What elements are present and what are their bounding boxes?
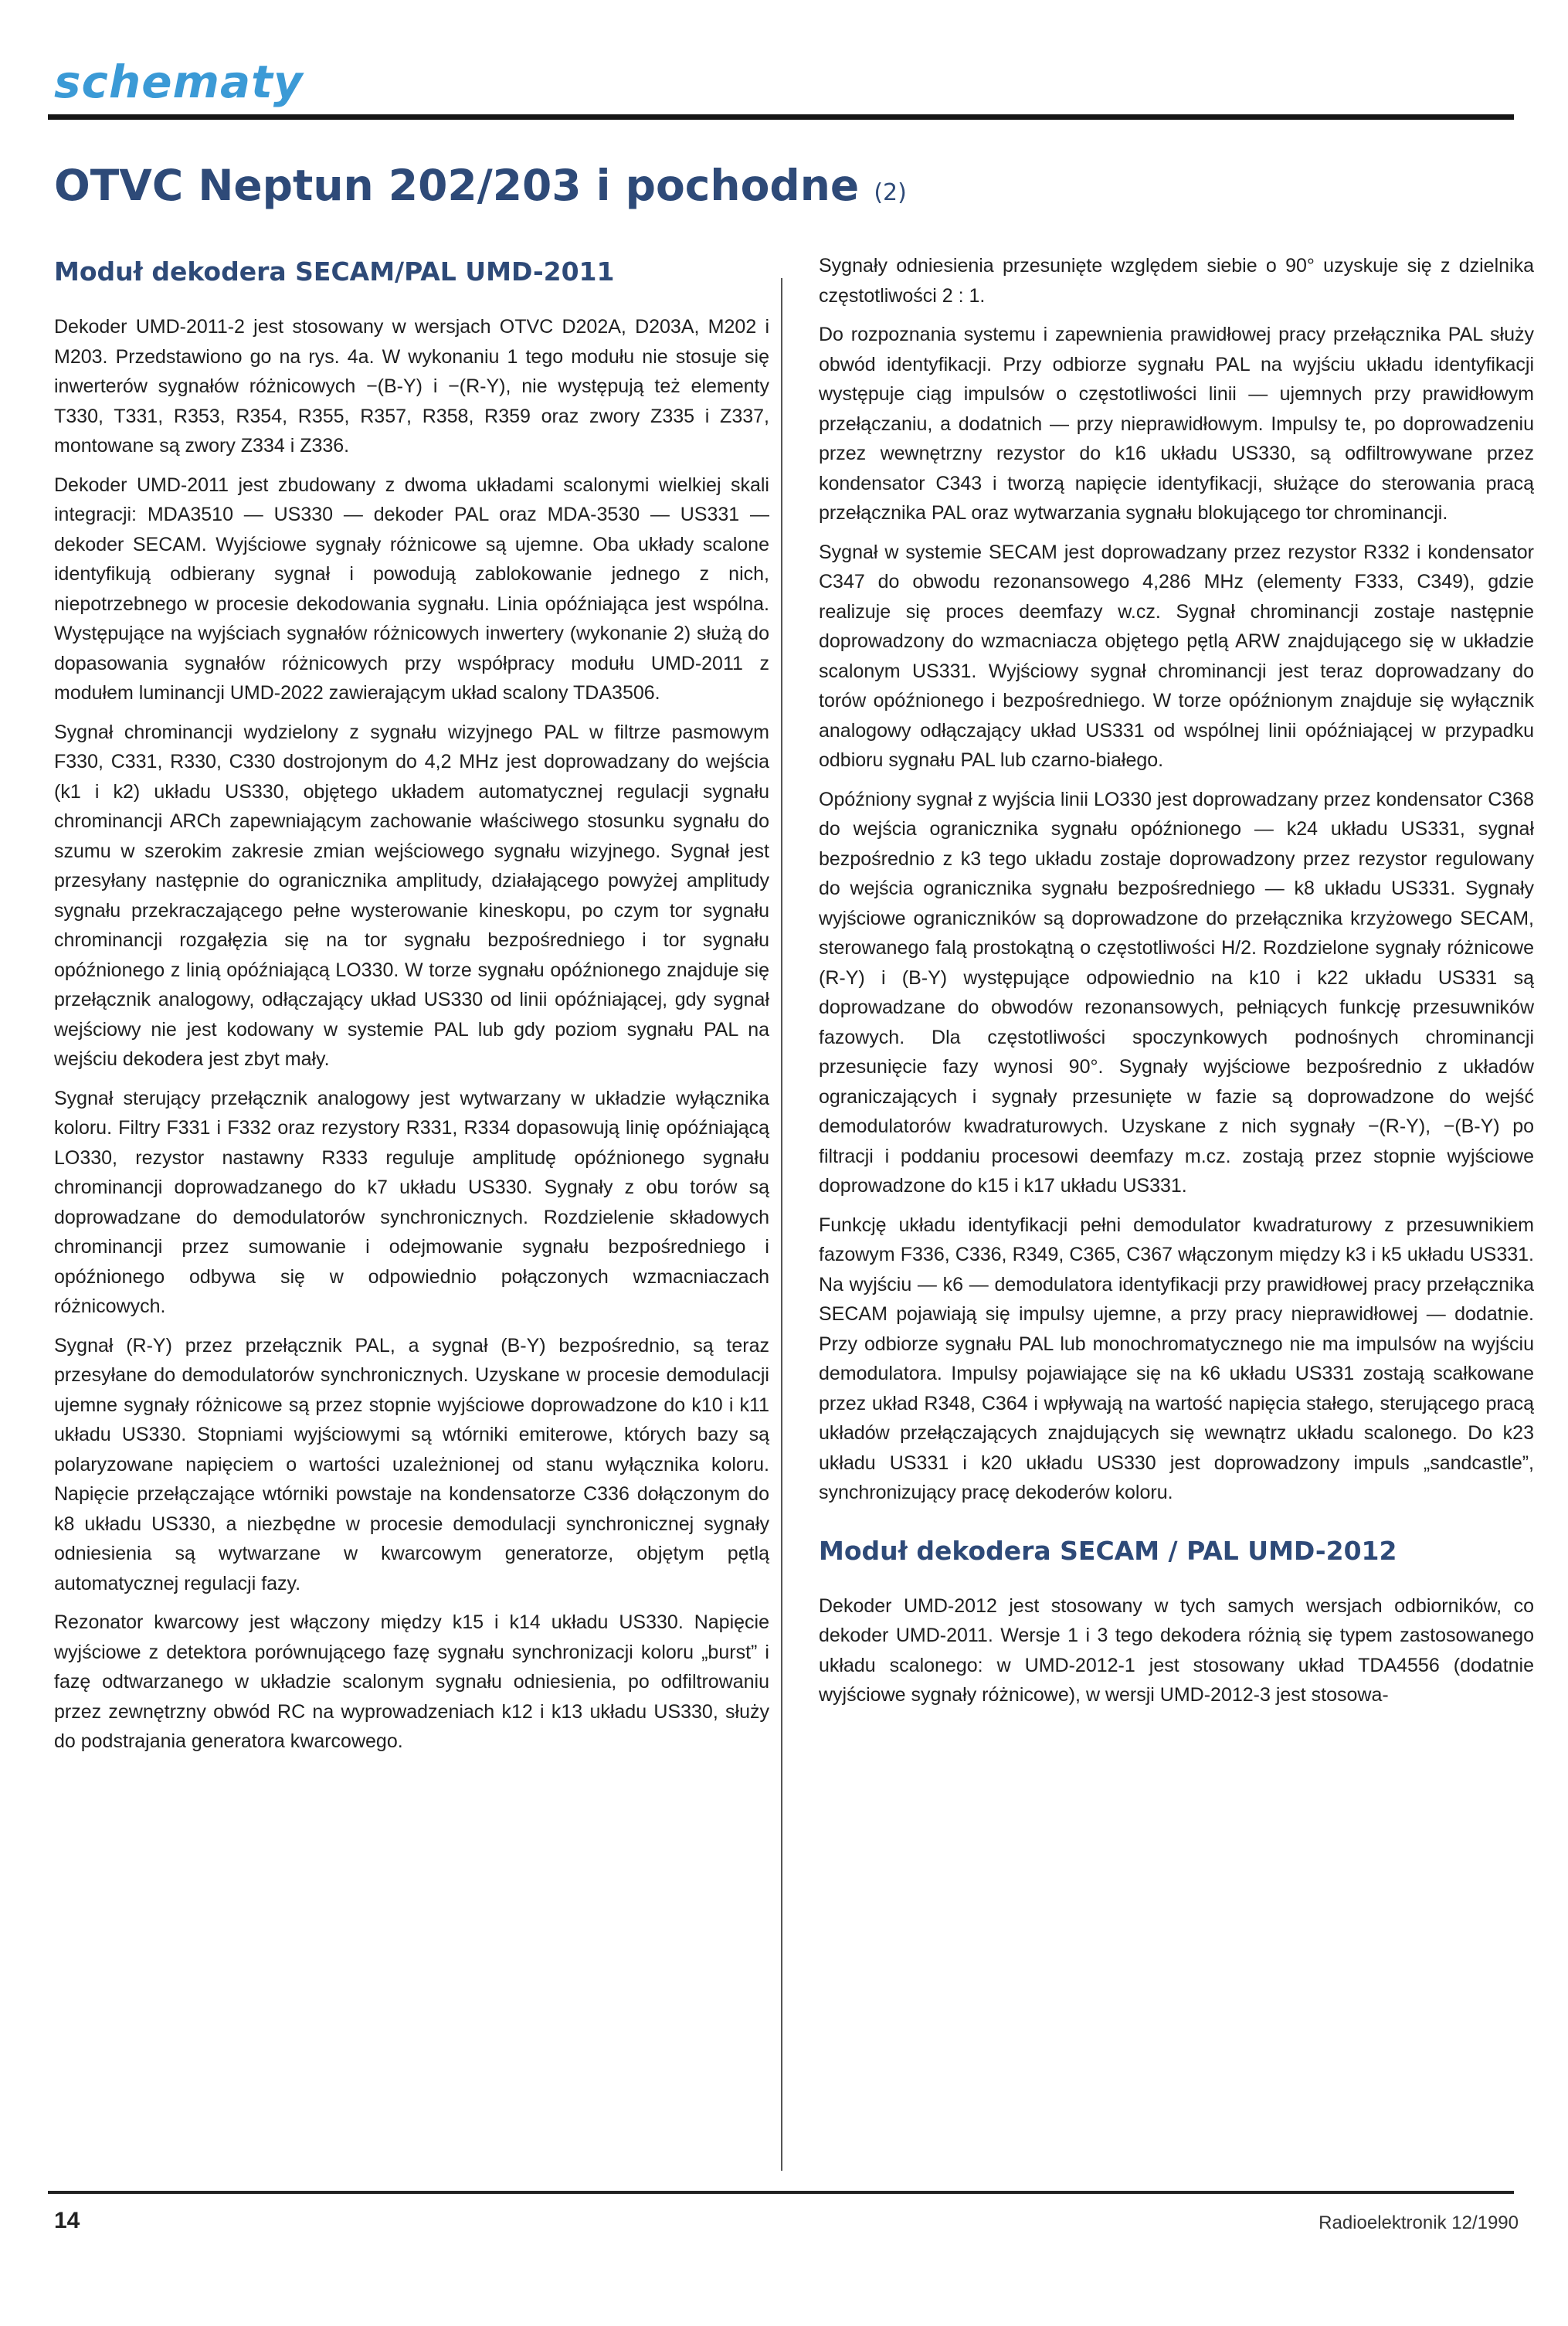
page-number: 14 [54, 2208, 80, 2233]
paragraph: Sygnał w systemie SECAM jest doprowadzany przez rezystor R332 i kondensator C347 do obwodu rezonansowego 4,286 MHz (elementy F333, C349), gdzie realizuje się proces deemfazy w.cz. Sygnał chrominancji zostaje następnie doprowadzony do wzmacniacza objętego pętlą ARW znajdującego się w układzie scalonym US331. Wyjściowy sygnał chrominancji jest teraz doprowadzany do torów opóźnionego i bezpośredniego. W torze opóźnionym znajduje się wyłącznik analogowy odłączający układ US331 od wspólnej linii opóźniającej w przypadku odbioru sygnału PAL lub czarno-białego. [819, 541, 1534, 771]
header-rule [48, 114, 1514, 120]
paragraph: Sygnał (R-Y) przez przełącznik PAL, a sygnał (B-Y) bezpośrednio, są teraz przesyłane do demodulatorów synchronicznych. Uzyskane w procesie demodulacji ujemne sygnały różnicowe są przez stopnie wyjściowe doprowadzone do k10 i k11 układu US330. Stopniami wyjściowymi są wtórniki emiterowe, których bazy są polaryzowane napięciem o wartości uzależnionej od stanu wyłącznika koloru. Napięcie przełączające wtórniki powstaje na kondensatorze C336 dołączonym do k8 układu US330, a niezbędne w procesie demodulacji synchronicznej sygnały odniesienia są wytwarzane w kwarcowym generatorze, objętym pętlą automatycznej regulacji fazy. [54, 1334, 769, 1594]
paragraph: Do rozpoznania systemu i zapewnienia prawidłowej pracy przełącznika PAL służy obwód identyfikacji. Przy odbiorze sygnału PAL na wyjściu układu identyfikacji występuje ciąg impulsów o częstotliwości linii — ujemnych przy prawidłowym przełączaniu, a dodatnich — przy nieprawidłowym. Impulsy te, po doprowadzeniu przez wewnętrzny rezystor do k16 układu US330, są odfiltrowywane przez kondensator C343 i tworzą napięcie identyfikacji, służące do sterowania pracą przełącznika PAL oraz wytwarzania sygnału blokującego tor chrominancji. [819, 324, 1534, 524]
page-title-main: OTVC Neptun 202/203 i pochodne [54, 161, 860, 210]
right-column [819, 251, 1534, 1720]
publication-source: Radioelektronik 12/1990 [1319, 2212, 1519, 2233]
paragraph: Sygnał sterujący przełącznik analogowy jest wytwarzany w układzie wyłącznika koloru. Filtry F331 i F332 oraz rezystory R331, R334 dopasowują linię opóźniającą LO330, rezystor nastawny R333 reguluje amplitudę opóźnionego sygnału chrominancji doprowadzanego do k7 układu US330. Sygnały z obu torów są doprowadzane do demodulatorów synchronicznych. Rozdzielenie składowych chrominancji przez sumowanie i odejmowanie sygnału bezpośredniego i opóźnionego odbywa się w odpowiednio połączonych wzmacniaczach różnicowych. [54, 1087, 769, 1317]
paragraph: Rezonator kwarcowy jest włączony między k15 i k14 układu US330. Napięcie wyjściowe z detektora porównującego fazę sygnału synchronizacji koloru „burst” i fazę odtwarzanego w układzie scalonym sygnału odniesienia, po odfiltrowaniu przez zewnętrzny obwód RC na wyprowadzeniach k12 i k13 układu US330, służy do podstrajania generatora kwarcowego. [54, 1611, 769, 1752]
paragraph: Dekoder UMD-2011-2 jest stosowany w wersjach OTVC D202A, D203A, M202 i M203. Przedstawiono go na rys. 4a. W wykonaniu 1 tego modułu nie stosuje się inwerterów sygnałów różnicowych −(B-Y) i −(R-Y), nie występują też elementy T330, T331, R353, R354, R355, R357, R358, R359 oraz zwory Z335 i Z337, montowane są zwory Z334 i Z336. [54, 316, 769, 457]
paragraph: Opóźniony sygnał z wyjścia linii LO330 jest doprowadzany przez kondensator C368 do wejścia ogranicznika sygnału opóźnionego — k24 układu US331, sygnał bezpośrednio z k3 tego układu zostaje doprowadzony przez rezystor regulowany do wejścia ogranicznika sygnału bezpośredniego — k8 układu US331. Sygnały wyjściowe ograniczników są doprowadzone do przełącznika krzyżowego SECAM, sterowanego falą prostokątną o częstotliwości H/2. Rozdzielone sygnały różnicowe (R-Y) i (B-Y) występujące odpowiednio na k10 i k22 układu US331 są doprowadzane do obwodów rezonansowych, pełniących funkcję przesuwników fazowych. Dla częstotliwości spoczynkowych podnośnych chrominancji przesunięcie fazy wynosi 90°. Sygnały wyjściowe bezpośrednio z układów ograniczających i sygnały przesunięte w fazie są doprowadzone do wejść demodulatorów kwadraturowych. Uzyskane z nich sygnały −(R-Y), −(B-Y) po filtracji i poddaniu procesowi deemfazy m.cz. zostają przez stopnie wyjściowe doprowadzone do k15 i k17 układu US331. [819, 788, 1534, 1197]
paragraph: Sygnały odniesienia przesunięte względem siebie o 90° uzyskuje się z dzielnika częstotliwości 2 : 1. [819, 255, 1534, 307]
section-heading-umd-2011: Moduł dekodera SECAM/PAL UMD-2011 [54, 256, 615, 287]
left-column [54, 255, 769, 1766]
paragraph: Sygnał chrominancji wydzielony z sygnału wizyjnego PAL w filtrze pasmowym F330, C331, R330, C330 dostrojonym do 4,2 MHz jest doprowadzany do wejścia (k1 i k2) układu US330, objętego układem automatycznej regulacji sygnału chrominancji ARCh zapewniającym zachowanie właściwego stosunku sygnału do szumu w szerokim zakresie zmian wejściowego sygnału wizyjnego. Sygnał jest przesyłany następnie do ogranicznika amplitudy, działającego powyżej amplitudy sygnału przekraczającego pełne wysterowanie kineskopu, po czym tor sygnału chrominancji rozgałęzia się na tor sygnału bezpośredniego i tor sygnału opóźnionego z linią opóźniającą LO330. W torze sygnału opóźnionego znajduje się przełącznik analogowy, odłączający układ US330 od linii opóźniającej, gdy sygnał wejściowy nie jest kodowany w systemie PAL lub gdy poziom sygnału PAL na wejściu dekodera jest zbyt mały. [54, 721, 769, 1070]
page-title [54, 161, 907, 210]
page-title-part: (2) [874, 179, 907, 206]
paragraph: Dekoder UMD-2011 jest zbudowany z dwoma układami scalonymi wielkiej skali integracji: MDA3510 — US330 — dekoder PAL oraz MDA-3530 — US331 — dekoder SECAM. Wyjściowe sygnały różnicowe są ujemne. Oba układy scalone identyfikują odbierany sygnał i powodują zablokowanie jednego z nich, niepotrzebnego w procesie dekodowania sygnału. Linia opóźniająca jest wspólna. Występujące na wyjściach sygnałów różnicowych inwertery (wykonanie 2) służą do dopasowania sygnałów różnicowych przy współpracy modułu UMD-2011 z modułem luminancji UMD-2022 zawierającym układ scalony TDA3506. [54, 474, 769, 704]
section-heading-umd-2012: Moduł dekodera SECAM / PAL UMD-2012 [819, 1535, 1397, 1566]
paragraph: Dekoder UMD-2012 jest stosowany w tych samych wersjach odbiorników, co dekoder UMD-2011. Wersje 1 i 3 tego dekodera różnią się typem zastosowanego układu scalonego: w UMD-2012-1 jest stosowany układ TDA4556 (dodatnie wyjściowe sygnały różnicowe), w wersji UMD-2012-3 jest stosowa- [819, 1594, 1534, 1706]
section-kicker: schematy [54, 56, 304, 108]
footer-rule [48, 2191, 1514, 2194]
column-divider [781, 278, 782, 2171]
paragraph: Funkcję układu identyfikacji pełni demodulator kwadraturowy z przesuwnikiem fazowym F336, C336, R349, C365, C367 włączonym między k3 i k5 układu US331. Na wyjściu — k6 — demodulatora identyfikacji przy prawidłowej pracy przełącznika SECAM pojawiają się impulsy ujemne, a przy pracy nieprawidłowej — dodatnie. Przy odbiorze sygnału PAL lub monochromatycznego nie ma impulsów na wyjściu demodulatora. Impulsy pojawiające się na k6 układu US331 zostają scałkowane przez układ R348, C364 i wpływają na wartość napięcia stałego, sterującego pracą układów przełączających znajdujących się wewnątrz układu scalonego. Do k23 układu US331 i k20 układu US330 jest doprowadzony impuls „sandcastle”, synchronizujący pracę dekoderów koloru. [819, 1214, 1534, 1503]
